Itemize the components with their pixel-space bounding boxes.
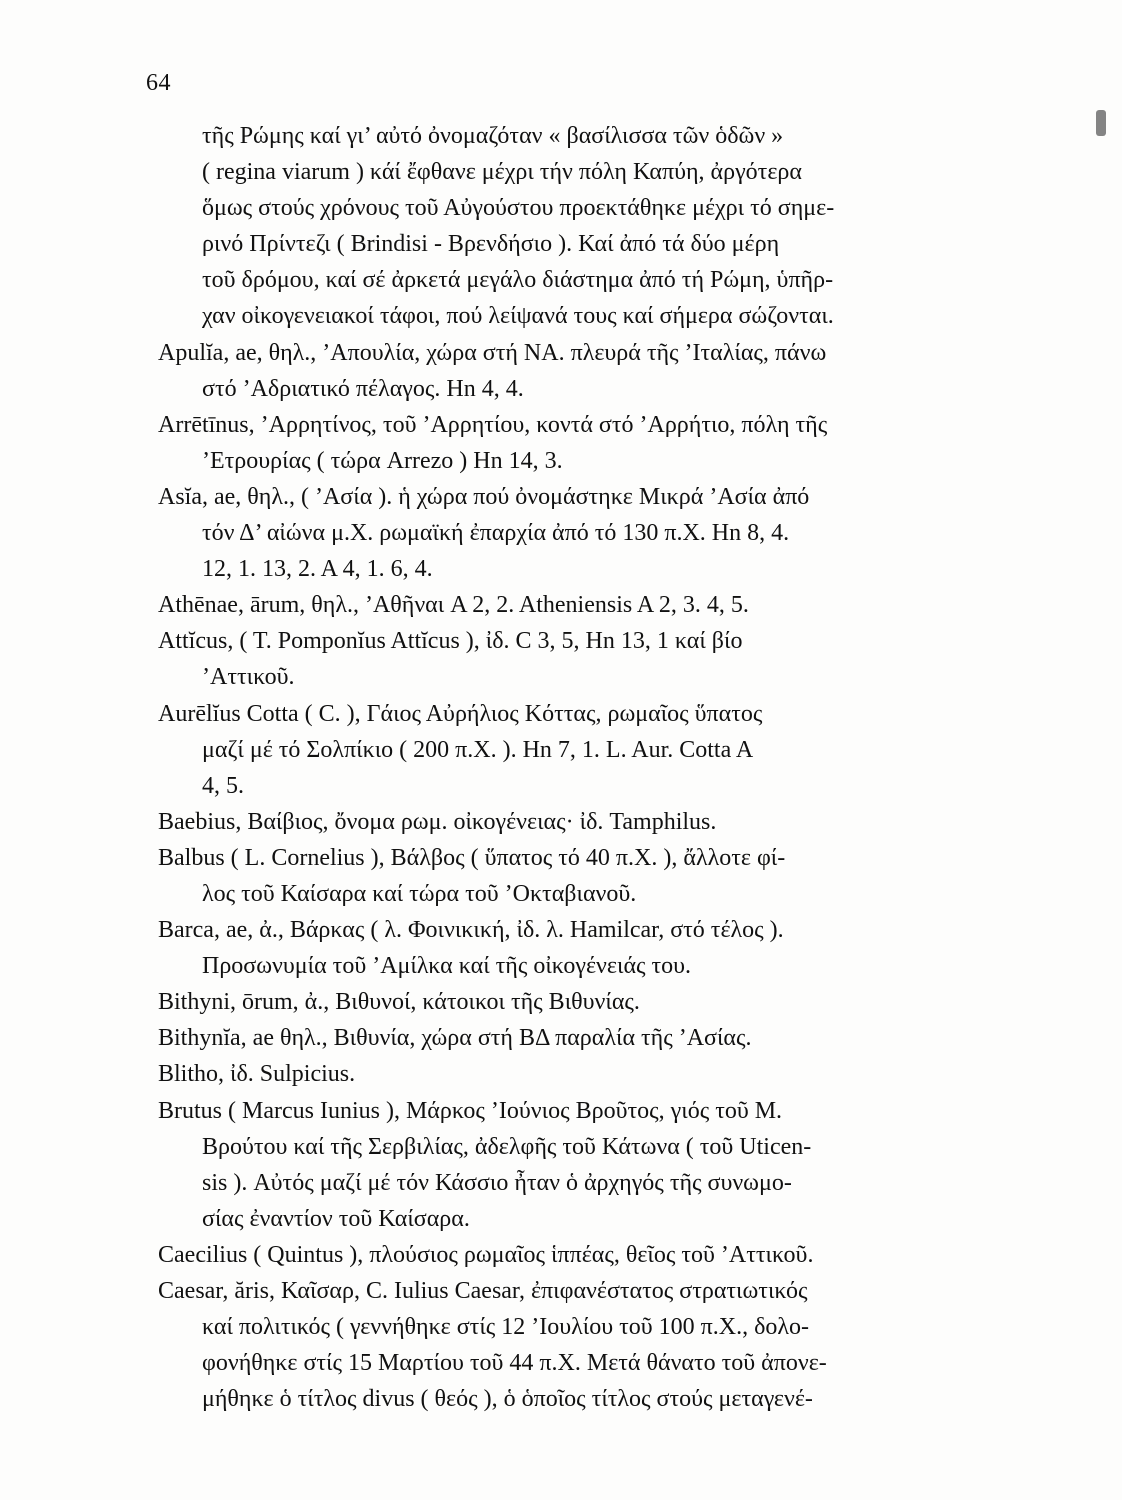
entry-headword-line: Balbus ( L. Cornelius ), Βάλβος ( ὕπατος τό 40 π.Χ. ), ἄλλοτε φί- bbox=[158, 844, 786, 871]
entry-headword-line: Athēnae, ārum, θηλ., ’Αθῆναι A 2, 2. Atheniensis A 2, 3. 4, 5. bbox=[158, 592, 749, 619]
entry-continuation-line: μήθηκε ὁ τίτλος divus ( θεός ), ὁ ὁποῖος τίτλος στούς μεταγενέ- bbox=[202, 1386, 813, 1413]
entry-headword-line: Blitho, ἰδ. Sulpicius. bbox=[158, 1061, 356, 1088]
page-number: 64 bbox=[146, 70, 171, 96]
entry-headword-line: Bithyni, ōrum, ἀ., Βιθυνοί, κάτοικοι τῆς Βιθυνίας. bbox=[158, 989, 640, 1016]
entry-continuation-line: ὅμως στούς χρόνους τοῦ Αὐγούστου προεκτάθηκε μέχρι τό σημε- bbox=[202, 195, 835, 222]
entry-continuation-line: τόν Δ’ αἰώνα μ.Χ. ρωμαϊκή ἐπαρχία ἀπό τό 130 π.Χ. Hn 8, 4. bbox=[202, 520, 790, 547]
entry-continuation-line: καί πολιτικός ( γεννήθηκε στίς 12 ’Ιουλίου τοῦ 100 π.Χ., δολο- bbox=[202, 1314, 810, 1341]
entry-headword-line: Bithynĭa, ae θηλ., Βιθυνία, χώρα στή ΒΔ παραλία τῆς ’Ασίας. bbox=[158, 1025, 752, 1052]
entry-headword-line: Brutus ( Marcus Iunius ), Μάρκος ’Ιούνιος Βροῦτος, γιός τοῦ M. bbox=[158, 1097, 783, 1124]
entry-continuation-line: τοῦ δρόμου, καί σέ ἀρκετά μεγάλο διάστημα ἀπό τή Ρώμη, ὑπῆρ- bbox=[202, 267, 834, 294]
entry-continuation-line: στό ’Αδριατικό πέλαγος. Hn 4, 4. bbox=[202, 375, 524, 402]
entry-continuation-line: Προσωνυμία τοῦ ’Αμίλκα καί τῆς οἰκογένειάς του. bbox=[202, 953, 692, 980]
entry-continuation-line: Βρούτου καί τῆς Σερβιλίας, ἀδελφῆς τοῦ Κάτωνα ( τοῦ Uticen- bbox=[202, 1133, 812, 1160]
glossary-entries bbox=[158, 118, 1038, 1417]
entry-headword-line: Asĭa, ae, θηλ., ( ’Ασία ). ἡ χώρα πού ὀνομάστηκε Μικρά ’Ασία ἀπό bbox=[158, 483, 810, 510]
entry-continuation-line: ρινό Πρίντεζι ( Brindisi - Βρενδήσιο ). Καί ἀπό τά δύο μέρη bbox=[202, 231, 780, 258]
entry-continuation-line: sis ). Αὐτός μαζί μέ τόν Κάσσιο ἦταν ὁ ἀρχηγός τῆς συνωμο- bbox=[202, 1169, 792, 1196]
page-edge-mark bbox=[1096, 110, 1106, 136]
entry-headword-line: Arrētīnus, ’Αρρητίνος, τοῦ ’Αρρητίου, κοντά στό ’Αρρήτιο, πόλη τῆς bbox=[158, 411, 828, 438]
entry-headword-line: Barca, ae, ἀ., Βάρκας ( λ. Φοινικική, ἰδ. λ. Hamilcar, στό τέλος ). bbox=[158, 917, 784, 944]
entry-continuation-line: σίας ἐναντίον τοῦ Καίσαρα. bbox=[202, 1205, 470, 1232]
entry-headword-line: Caecilius ( Quintus ), πλούσιος ρωμαῖος ἱππέας, θεῖος τοῦ ’Αττικοῦ. bbox=[158, 1241, 814, 1268]
entry-headword-line: Baebius, Βαίβιος, ὄνομα ρωμ. οἰκογένειας· ἰδ. Tamphilus. bbox=[158, 808, 717, 835]
entry-headword-line: Aurēlĭus Cotta ( C. ), Γάιος Αὐρήλιος Κόττας, ρωμαῖος ὕπατος bbox=[158, 700, 763, 727]
entry-continuation-line: 12, 1. 13, 2. A 4, 1. 6, 4. bbox=[202, 556, 433, 583]
entry-continuation-line: ’Ετρουρίας ( τώρα Arrezo ) Hn 14, 3. bbox=[202, 447, 563, 474]
entry-continuation-line: φονήθηκε στίς 15 Μαρτίου τοῦ 44 π.Χ. Μετά θάνατο τοῦ ἀπονε- bbox=[202, 1350, 827, 1377]
entry-continuation-line: 4, 5. bbox=[202, 772, 244, 799]
entry-continuation-line: λος τοῦ Καίσαρα καί τώρα τοῦ ’Οκταβιανοῦ. bbox=[202, 880, 637, 907]
entry-continuation-line: ’Αττικοῦ. bbox=[202, 664, 295, 691]
entry-continuation-line: ( regina viarum ) κάί ἔφθανε μέχρι τήν πόλη Καπύη, ἀργότερα bbox=[202, 159, 802, 186]
entry-continuation-line: χαν οἰκογενειακοί τάφοι, πού λείψανά τους καί σήμερα σώζονται. bbox=[202, 303, 834, 330]
entry-headword-line: Attĭcus, ( T. Pomponĭus Attĭcus ), ἰδ. C 3, 5, Hn 13, 1 καί βίο bbox=[158, 628, 743, 655]
entry-headword-line: Apulĭa, ae, θηλ., ’Απουλία, χώρα στή ΝΑ. πλευρά τῆς ’Ιταλίας, πάνω bbox=[158, 339, 827, 366]
entry-headword-line: Caesar, ăris, Καῖσαρ, C. Iulius Caesar, ἐπιφανέστατος στρατιωτικός bbox=[158, 1278, 808, 1304]
entry-continuation-line: τῆς Ρώμης καί γι’ αὐτό ὀνομαζόταν « βασίλισσα τῶν ὁδῶν » bbox=[202, 123, 784, 149]
entry-continuation-line: μαζί μέ τό Σολπίκιο ( 200 π.Χ. ). Hn 7, 1. L. Aur. Cotta A bbox=[202, 736, 754, 763]
